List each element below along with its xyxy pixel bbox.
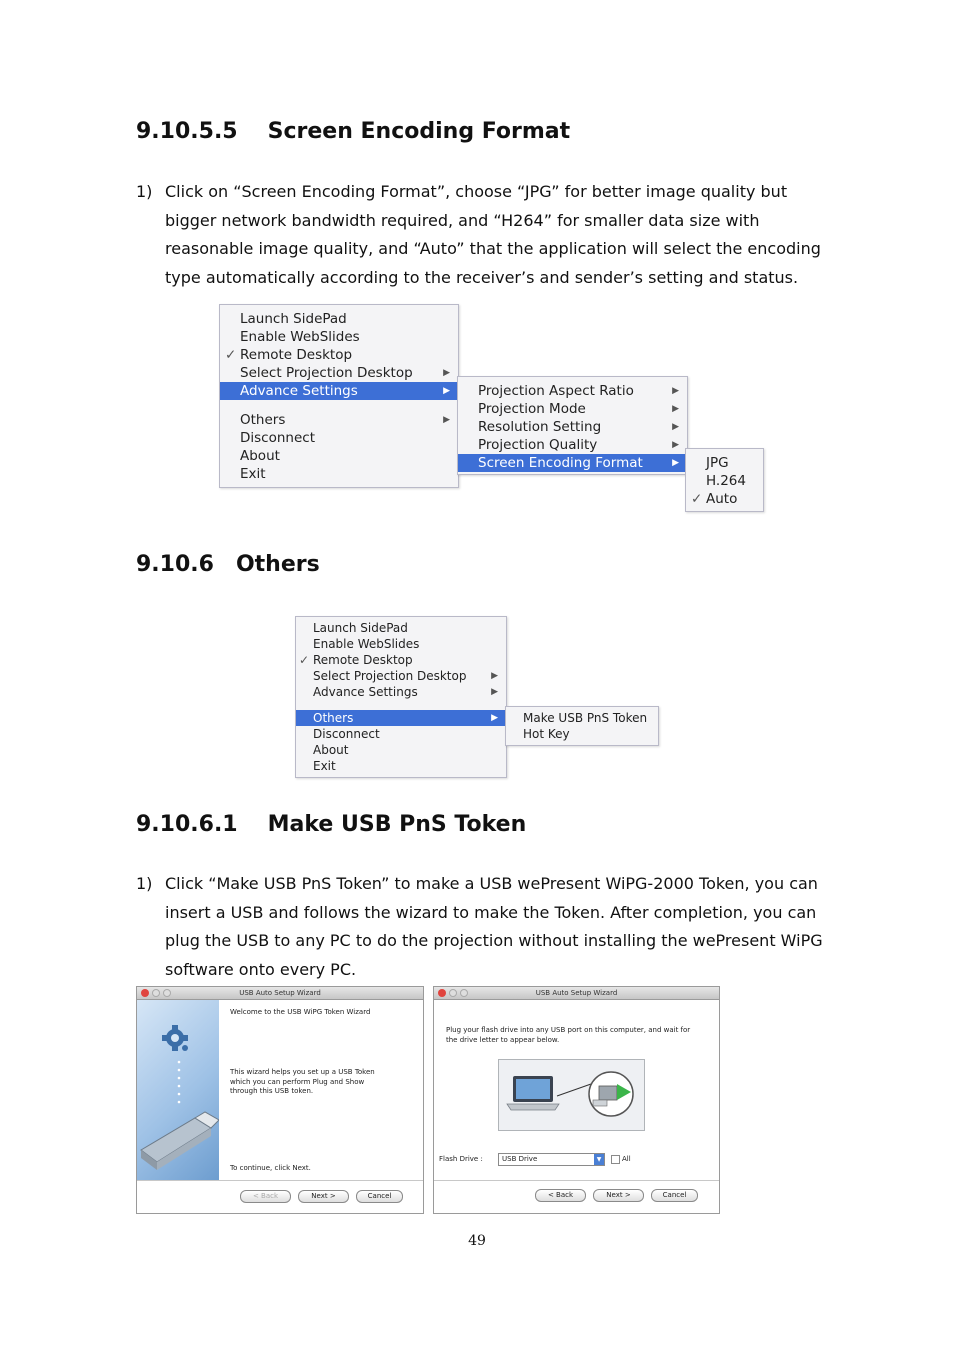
step-marker: 1) (136, 182, 153, 201)
menu-item-label: Resolution Setting (478, 419, 602, 435)
menu-item-jpg[interactable] (686, 454, 763, 472)
menu-item-remote-desktop[interactable] (296, 652, 506, 668)
wizard-body-line: which you can perform Plug and Show (230, 1077, 365, 1086)
plug-illustration (498, 1059, 645, 1131)
step-line: insert a USB and follows the wizard to make the Token. After completion, you can (165, 902, 817, 922)
submenu-arrow-icon: ▶ (491, 671, 498, 681)
menu-item-label: Select Projection Desktop (313, 669, 467, 683)
check-icon: ✓ (691, 491, 703, 507)
close-icon[interactable] (141, 989, 149, 997)
menu-item-screen-encoding-format[interactable] (458, 454, 687, 472)
menu-item-label: Make USB PnS Token (523, 711, 648, 725)
menu-item-label: About (240, 448, 280, 464)
next-button[interactable]: Next > (593, 1189, 644, 1202)
cancel-button[interactable]: Cancel (356, 1190, 403, 1203)
menu-item-advance-settings[interactable] (220, 382, 458, 400)
menu-item-select-projection-desktop[interactable] (296, 668, 506, 684)
menu-item-projection-mode[interactable] (458, 400, 687, 418)
menu-item-label: Launch SidePad (240, 311, 347, 327)
menu-item-label: Projection Mode (478, 401, 586, 417)
usb-wizard-welcome-window (136, 986, 424, 1214)
menu-item-label: H.264 (706, 473, 746, 489)
wizard-body (230, 1068, 375, 1097)
minimize-icon[interactable] (152, 989, 160, 997)
menu-item-label: Others (313, 711, 354, 725)
menu-item-disconnect[interactable] (220, 429, 458, 447)
submenu-arrow-icon: ▶ (491, 713, 498, 723)
step-line: bigger network bandwidth required, and “H264” for smaller data size with (165, 210, 760, 230)
divider (434, 1180, 719, 1181)
menu-item-label: JPG (706, 455, 729, 471)
menu-item-launch-sidepad[interactable] (220, 310, 458, 328)
heading-9-10-6-1 (136, 812, 526, 837)
section-title: Screen Encoding Format (267, 119, 571, 144)
section-number: 9.10.5.5 (136, 119, 238, 144)
menu-item-label: Exit (313, 759, 336, 773)
menu-item-label: Screen Encoding Format (478, 455, 643, 471)
wizard-instruction (446, 1026, 690, 1045)
section-title: Others (235, 552, 320, 577)
menu-item-label: Hot Key (523, 727, 570, 741)
all-label: All (622, 1155, 631, 1163)
submenu-arrow-icon: ▶ (672, 422, 679, 432)
menu-item-label: Projection Quality (478, 437, 598, 453)
window-title: USB Auto Setup Wizard (239, 989, 321, 997)
back-button[interactable]: < Back (240, 1190, 291, 1203)
menu-item-launch-sidepad[interactable] (296, 620, 506, 636)
step-line: type automatically according to the receiver’s and sender’s setting and status. (165, 268, 799, 288)
tray-menu (219, 304, 459, 488)
menu-item-label: Disconnect (313, 727, 380, 741)
wizard-instruction-line: Plug your flash drive into any USB port on this computer, and wait for (446, 1026, 691, 1034)
menu-item-advance-settings[interactable] (296, 684, 506, 700)
menu-item-hot-key[interactable] (506, 726, 658, 742)
step-line: reasonable image quality, and “Auto” that the application will select the encoding (165, 239, 821, 259)
menu-item-exit[interactable] (296, 758, 506, 774)
step-line: Click on “Screen Encoding Format”, choose “JPG” for better image quality but (165, 182, 788, 201)
menu-item-label: Enable WebSlides (240, 329, 360, 345)
wizard-body-line: This wizard helps you set up a USB Token (230, 1068, 375, 1076)
menu-item-label: Advance Settings (240, 383, 358, 399)
flash-drive-value: USB Drive (502, 1155, 538, 1163)
flash-drive-label: Flash Drive : (439, 1155, 483, 1163)
menu-item-label: Launch SidePad (313, 621, 408, 635)
menu-item-label: Others (240, 412, 286, 428)
menu-item-label: Remote Desktop (313, 653, 413, 667)
submenu-arrow-icon: ▶ (672, 404, 679, 414)
wizard-footer-hint: To continue, click Next. (230, 1164, 311, 1172)
zoom-icon[interactable] (163, 989, 171, 997)
submenu-arrow-icon: ▶ (443, 386, 450, 396)
menu-item-label: Advance Settings (313, 685, 418, 699)
window-titlebar (137, 987, 423, 1000)
menu-item-disconnect[interactable] (296, 726, 506, 742)
menu-item-select-projection-desktop[interactable] (220, 364, 458, 382)
menu-item-others[interactable] (296, 710, 506, 726)
step-marker: 1) (136, 874, 153, 893)
chevron-down-icon[interactable]: ▼ (594, 1154, 604, 1165)
divider (137, 1180, 423, 1181)
submenu-arrow-icon: ▶ (672, 386, 679, 396)
menu-item-others[interactable] (220, 411, 458, 429)
section-title: Make USB PnS Token (267, 812, 527, 837)
submenu-arrow-icon: ▶ (443, 368, 450, 378)
menu-item-make-usb-pns-token[interactable] (506, 710, 658, 726)
menu-item-h264[interactable] (686, 472, 763, 490)
usb-wizard-drive-window (433, 986, 720, 1214)
menu-item-remote-desktop[interactable] (220, 346, 458, 364)
wizard-heading: Welcome to the USB WiPG Token Wizard (230, 1008, 371, 1016)
minimize-icon[interactable] (449, 989, 457, 997)
menu-item-projection-aspect-ratio[interactable] (458, 382, 687, 400)
zoom-icon[interactable] (460, 989, 468, 997)
cancel-button[interactable]: Cancel (651, 1189, 698, 1202)
wizard-instruction-line: the drive letter to appear below. (446, 1035, 560, 1044)
menu-item-exit[interactable] (220, 465, 458, 483)
menu-item-label: Remote Desktop (240, 347, 353, 363)
submenu-arrow-icon: ▶ (443, 415, 450, 425)
page-number: 49 (468, 1233, 486, 1249)
menu-item-label: Disconnect (240, 430, 315, 446)
section-number: 9.10.6 (136, 552, 214, 577)
menu-item-projection-quality[interactable] (458, 436, 687, 454)
heading-9-10-5-5 (136, 119, 570, 144)
flash-drive-select[interactable] (498, 1153, 605, 1166)
menu-item-enable-webslides[interactable] (220, 328, 458, 346)
menu-item-auto[interactable] (686, 490, 763, 508)
menu-item-label: Projection Aspect Ratio (478, 383, 634, 399)
menu-item-label: Select Projection Desktop (240, 365, 413, 381)
heading-9-10-6 (136, 552, 320, 577)
advance-settings-submenu (457, 376, 688, 475)
menu-item-label: About (313, 743, 349, 757)
step-line: Click “Make USB PnS Token” to make a USB wePresent WiPG-2000 Token, you can (165, 874, 818, 893)
next-button[interactable]: Next > (298, 1190, 349, 1203)
all-checkbox[interactable] (611, 1155, 620, 1164)
step-list-encoding (136, 178, 826, 296)
step-list-usb-token (136, 870, 826, 988)
encoding-submenu (685, 448, 764, 512)
menu-item-enable-webslides[interactable] (296, 636, 506, 652)
menu-item-label: Auto (706, 491, 738, 507)
section-number: 9.10.6.1 (136, 812, 238, 837)
check-icon: ✓ (299, 653, 310, 667)
window-title: USB Auto Setup Wizard (535, 989, 618, 997)
close-icon[interactable] (438, 989, 446, 997)
wizard-body-line: through this USB token. (230, 1087, 314, 1095)
wizard-banner (137, 1000, 219, 1180)
submenu-arrow-icon: ▶ (672, 440, 679, 450)
submenu-arrow-icon: ▶ (491, 687, 498, 697)
tray-menu-others (295, 616, 507, 778)
laptop-usb-icon (499, 1060, 644, 1130)
step-line: software onto every PC. (165, 960, 357, 980)
back-button[interactable]: < Back (535, 1189, 586, 1202)
menu-item-about[interactable] (296, 742, 506, 758)
menu-item-label: Enable WebSlides (313, 637, 420, 651)
others-submenu (505, 706, 659, 746)
menu-item-resolution-setting[interactable] (458, 418, 687, 436)
menu-item-about[interactable] (220, 447, 458, 465)
submenu-arrow-icon: ▶ (672, 458, 679, 468)
check-icon: ✓ (225, 347, 237, 363)
menu-item-label: Exit (240, 466, 266, 482)
window-titlebar (434, 987, 719, 1000)
usb-drive-icon (137, 1000, 219, 1180)
step-line: plug the USB to any PC to do the projection without installing the wePresent WiPG (165, 931, 823, 951)
